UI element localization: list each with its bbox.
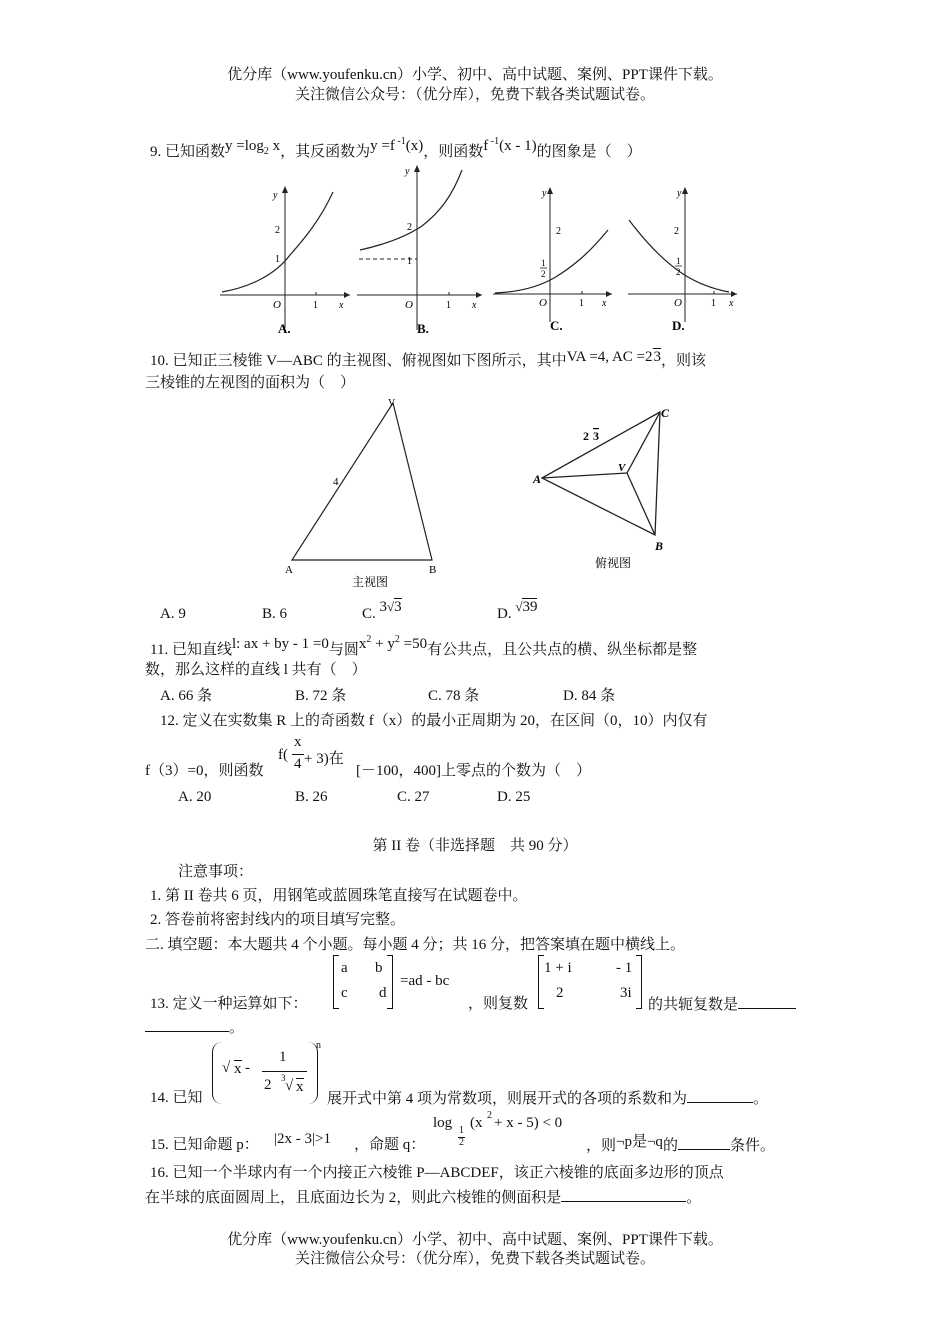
q15-proposition-p: |2x - 3|>1 (274, 1131, 331, 1147)
top-view-length: 2 (583, 429, 589, 443)
footer-line-2: 关注微信公众号：（优分库），免费下载各类试题试卷。 (294, 1251, 655, 1267)
graph-a-tick-2: 2 (275, 225, 280, 236)
graph-c-half-den: 2 (541, 269, 546, 279)
graph-c-half-num: 1 (541, 258, 546, 268)
q10-line-2: 三棱锥的左视图的面积为（ ） (145, 375, 356, 391)
front-view-caption: 主视图 (352, 575, 389, 589)
q13-intro: 13. 定义一种运算如下： (150, 996, 308, 1012)
graph-d-x-label: x (729, 298, 734, 309)
graph-b-label: B. (417, 321, 429, 336)
top-view-b: B (655, 539, 664, 553)
graph-a-label: A. (278, 321, 291, 336)
q11-line-1: 11. 已知直线l: ax + by - 1 =0与圆$x^2 + y^2 =50$有公共点，且公共点的横、纵坐标都是整 (150, 634, 698, 658)
graph-c (490, 182, 620, 340)
q15-negation: ¬p是¬q (616, 1134, 663, 1150)
header-line-2: 关注微信公众号：（优分库），免费下载各类试题试卷。 (294, 87, 655, 103)
header-line-1: 优分库（www.youfenku.cn）小学、初中、高中试题、案例、PPT课件下载。 (227, 67, 723, 83)
q13-matrix-2: 1 + i - 1 2 3i (538, 955, 642, 1007)
section-fill-in: 二. 填空题：本大题共 4 个小题。每小题 4 分；共 16 分，把答案填在题中横线上。 (145, 937, 686, 953)
q10-option-c: C. 3√3 (362, 599, 402, 622)
q9-formula-1: $y =\log_2$ x (225, 138, 281, 157)
graph-c-y-label: y (542, 188, 547, 199)
top-view-v: V (618, 462, 626, 474)
q10-option-a: A. 9 (160, 606, 186, 622)
graph-a-y-label: y (273, 190, 278, 201)
graph-d-x-tick-1: 1 (711, 298, 716, 309)
front-view-diagram (280, 395, 450, 590)
front-view-a: A (285, 564, 293, 576)
q15-proposition-q: log 1 2 (x 2 + x - 5) < 0 (433, 1110, 563, 1148)
q11-option-b: B. 72 条 (295, 688, 347, 704)
q12-line-1: 12. 定义在实数集 R 上的奇函数 f（x）的最小正周期为 20，在区间（0，10）内仅有 (160, 713, 708, 729)
q14-expression: √ x - 1 2 3 √ x n (212, 1042, 324, 1106)
q16-line-2: 在半球的底面圆周上，且底面边长为 2，则此六棱锥的侧面积是 。 (145, 1187, 701, 1208)
graph-a-x-tick-1: 1 (313, 300, 318, 311)
q10-option-d: D. √39 (497, 599, 538, 622)
top-view-caption: 俯视图 (595, 556, 632, 570)
graph-b-tick-1: 1 (407, 256, 412, 267)
q10-option-b: B. 6 (262, 606, 288, 622)
part2-note-2: 2. 答卷前将密封线内的项目填写完整。 (150, 912, 406, 928)
q11-option-a: A. 66 条 (160, 688, 213, 704)
graph-d-half-num: 1 (676, 256, 681, 266)
q13-answer-blank-2[interactable] (145, 1017, 229, 1032)
q11-option-c: C. 78 条 (428, 688, 480, 704)
graph-d-y-label: y (677, 188, 682, 199)
q9-part4: 的图象是（ ） (536, 144, 642, 160)
graph-c-tick-2: 2 (556, 226, 561, 237)
q13-matrix-1: a b c d (333, 955, 393, 1007)
top-view-length-root: 3 (593, 429, 599, 443)
q13-line-2: 。 (145, 1017, 244, 1038)
q12-option-b: B. 26 (295, 789, 328, 805)
q9-formula-3: f $^{-1}$(x - 1) (483, 136, 537, 154)
graph-a-x-label: x (339, 300, 344, 311)
q11-option-d: D. 84 条 (563, 688, 616, 704)
footer-line-1: 优分库（www.youfenku.cn）小学、初中、高中试题、案例、PPT课件下载。 (227, 1232, 723, 1248)
q12-line-2a: f（3）=0，则函数 (145, 763, 264, 779)
q10-line-1: 10. 已知正三棱锥 V—ABC 的主视图、俯视图如下图所示，其中VA =4, AC =23，则该 (150, 349, 707, 369)
front-view-v: V (388, 398, 396, 409)
q12-option-c: C. 27 (397, 789, 430, 805)
q14-intro: 14. 已知 (150, 1090, 203, 1106)
top-view-a: A (533, 472, 542, 486)
q15-part2: ，命题 q： (354, 1137, 426, 1153)
graph-c-x-label: x (602, 298, 607, 309)
q14-answer-blank[interactable] (687, 1088, 753, 1103)
part2-title: 第 II 卷（非选择题 共 90 分） (372, 838, 578, 854)
graph-b-x-label: x (472, 300, 477, 311)
graph-c-label: C. (550, 318, 563, 333)
graph-d-label: D. (672, 318, 685, 333)
q15-part3: ，则¬p是¬q的 条件。 (586, 1134, 775, 1154)
q14-text: 展开式中第 4 项为常数项，则展开式的各项的系数和为 。 (327, 1088, 768, 1109)
graph-d-tick-2: 2 (674, 226, 679, 237)
q9-part2: ，其反函数为 (280, 144, 371, 160)
graph-d-half-den: 2 (676, 267, 681, 277)
graph-a-origin: O (273, 299, 281, 311)
q10-formula: VA =4, AC =23 (566, 349, 662, 365)
q13-part2: ，则复数 (468, 996, 529, 1012)
q9-formula-2: y =f $^{-1}$(x) (370, 136, 424, 154)
q12-option-d: D. 25 (497, 789, 531, 805)
top-view-c: C (661, 406, 670, 420)
q9-part1: 9. 已知函数 (150, 144, 226, 160)
q9-part3: ，则函数 (423, 144, 484, 160)
graph-b-origin: O (405, 299, 413, 311)
q13-part3: 的共轭复数是 (648, 994, 796, 1015)
graph-a-tick-1: 1 (275, 254, 280, 265)
q11-line-equation: l: ax + by - 1 =0 (231, 636, 329, 652)
q15-intro: 15. 已知命题 p： (150, 1137, 259, 1153)
q12-line-2b: [－100，400]上零点的个数为（ ） (356, 763, 591, 779)
part2-note-1: 1. 第 II 卷共 6 页，用钢笔或蓝圆珠笔直接写在试题卷中。 (150, 888, 528, 904)
graph-a (215, 180, 355, 340)
graph-d (625, 182, 745, 340)
graph-b-tick-2: 2 (407, 222, 412, 233)
graph-d-origin: O (674, 297, 682, 309)
q11-circle-equation: $x^2 + y^2 =50$ (358, 634, 428, 652)
graph-b (352, 160, 487, 340)
graph-c-origin: O (539, 297, 547, 309)
part2-notice: 注意事项： (178, 864, 254, 880)
graph-b-x-tick-1: 1 (446, 300, 451, 311)
top-view-diagram (530, 400, 680, 575)
q12-option-a: A. 20 (178, 789, 212, 805)
q11-line-2: 数，那么这样的直线 l 共有（ ） (145, 662, 367, 678)
graph-b-y-label: y (405, 166, 410, 177)
front-view-length: 4 (333, 476, 339, 488)
q13-definition: =ad - bc (400, 973, 450, 989)
q15-answer-blank[interactable] (678, 1135, 730, 1150)
front-view-b: B (429, 564, 437, 576)
q16-line-1: 16. 已知一个半球内有一个内接正六棱锥 P—ABCDEF，该正六棱锥的底面多边形的顶点 (150, 1165, 724, 1181)
q13-answer-blank-1[interactable] (738, 994, 796, 1009)
graph-c-x-tick-1: 1 (579, 298, 584, 309)
q16-answer-blank[interactable] (561, 1187, 686, 1202)
